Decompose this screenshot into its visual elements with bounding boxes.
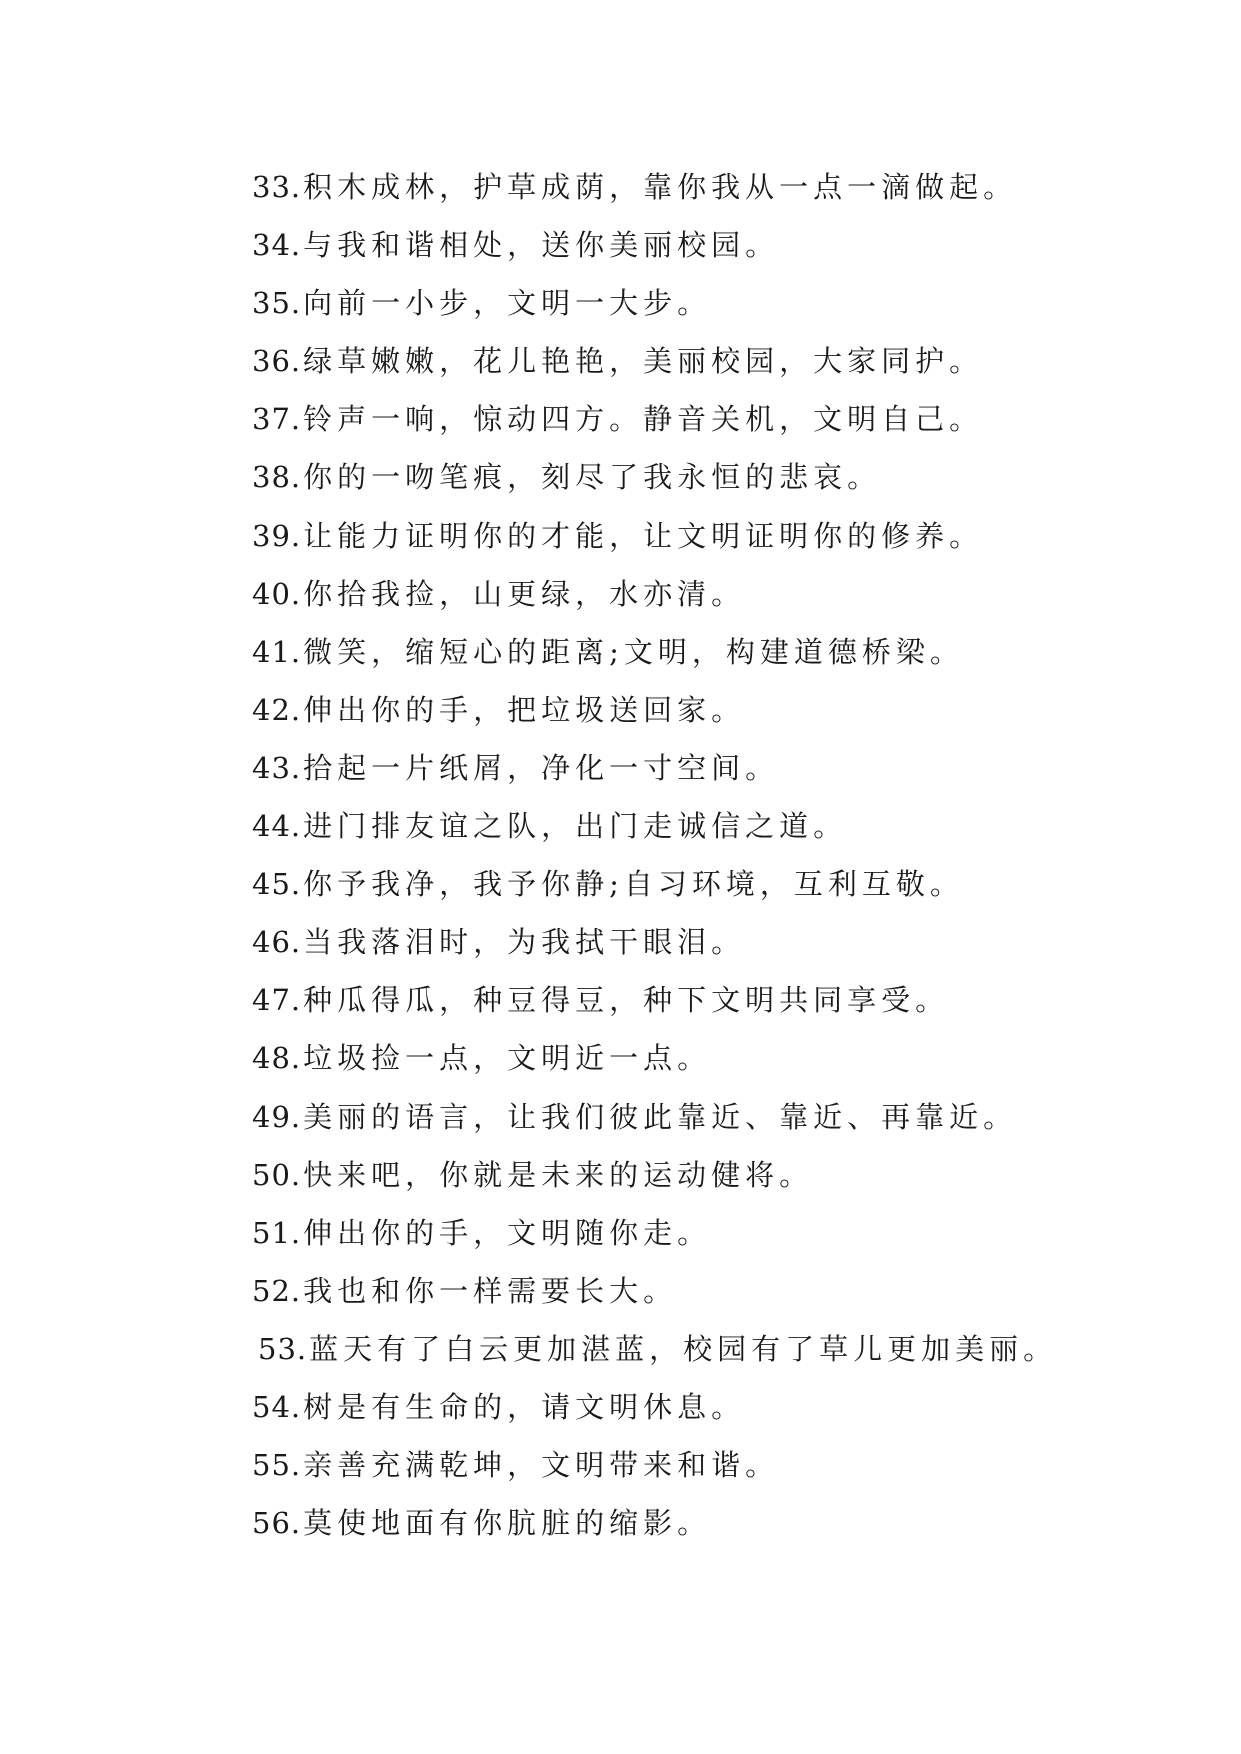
list-item [252, 797, 1057, 855]
item-number: 55. [252, 1448, 302, 1483]
item-number: 39. [252, 518, 302, 553]
list-item [252, 1436, 1057, 1494]
list-item [252, 1378, 1057, 1436]
item-number: 41. [252, 634, 302, 669]
item-text: 铃声一响，惊动四方。静音关机，文明自己。 [303, 402, 984, 437]
item-number: 38. [252, 460, 302, 495]
list-item [252, 1320, 1057, 1378]
item-text: 美丽的语言，让我们彼此靠近、靠近、再靠近。 [303, 1099, 1018, 1134]
item-text: 亲善充满乾坤，文明带来和谐。 [303, 1448, 780, 1483]
item-number: 49. [252, 1099, 302, 1134]
item-number: 50. [252, 1157, 302, 1192]
item-number: 56. [252, 1506, 302, 1541]
item-text: 伸出你的手，文明随你走。 [303, 1215, 712, 1250]
item-text: 快来吧，你就是未来的运动健将。 [303, 1157, 814, 1192]
list-item [252, 274, 1057, 332]
list-item [252, 1204, 1057, 1262]
item-text: 积木成林，护草成荫，靠你我从一点一滴做起。 [303, 170, 1018, 204]
item-number: 42. [252, 692, 302, 727]
item-number: 36. [252, 344, 302, 379]
item-number: 44. [252, 809, 302, 844]
list-item [252, 971, 1057, 1029]
item-text: 莫使地面有你肮脏的缩影。 [303, 1506, 712, 1541]
list-item [252, 1494, 1057, 1552]
item-number: 46. [252, 925, 302, 960]
list-item [252, 739, 1057, 797]
item-text: 伸出你的手，把垃圾送回家。 [303, 692, 746, 727]
item-number: 51. [252, 1215, 302, 1250]
item-number: 35. [252, 286, 302, 321]
item-number: 34. [252, 228, 302, 263]
item-text: 垃圾捡一点，文明近一点。 [303, 1041, 712, 1076]
item-text: 你予我净，我予你静;自习环境，互利互敬。 [303, 867, 964, 902]
list-item [252, 1262, 1057, 1320]
item-number: 48. [252, 1041, 302, 1076]
item-text: 让能力证明你的才能，让文明证明你的修养。 [303, 518, 984, 553]
item-text: 微笑，缩短心的距离;文明，构建道德桥梁。 [303, 634, 964, 669]
item-number: 45. [252, 867, 302, 902]
item-text: 绿草嫩嫩，花儿艳艳，美丽校园，大家同护。 [303, 344, 984, 379]
list-item [252, 1088, 1057, 1146]
item-text: 与我和谐相处，送你美丽校园。 [303, 228, 780, 263]
list-item [252, 216, 1057, 274]
list-item [252, 1029, 1057, 1087]
item-number: 43. [252, 750, 302, 785]
list-item [252, 507, 1057, 565]
item-number: 37. [252, 402, 302, 437]
list-item [252, 158, 1057, 216]
item-number: 52. [252, 1273, 302, 1308]
list-item [252, 681, 1057, 739]
item-number: 40. [252, 576, 302, 611]
item-text: 你的一吻笔痕，刻尽了我永恒的悲哀。 [303, 460, 882, 495]
item-text: 你拾我捡，山更绿，水亦清。 [303, 576, 746, 611]
list-item [252, 565, 1057, 623]
list-item [252, 390, 1057, 448]
item-text: 种瓜得瓜，种豆得豆，种下文明共同享受。 [303, 983, 950, 1018]
item-number: 54. [252, 1389, 302, 1424]
item-text: 蓝天有了白云更加湛蓝，校园有了草儿更加美丽。 [309, 1331, 1058, 1366]
item-text: 当我落泪时，为我拭干眼泪。 [303, 925, 746, 960]
list-item [252, 448, 1057, 506]
list-item [252, 332, 1057, 390]
item-text: 拾起一片纸屑，净化一寸空间。 [303, 750, 780, 785]
item-text: 我也和你一样需要长大。 [303, 1273, 678, 1308]
item-number: 53. [258, 1331, 308, 1366]
list-item [252, 1146, 1057, 1204]
slogan-list [252, 158, 1057, 1552]
list-item [252, 913, 1057, 971]
item-text: 向前一小步，文明一大步。 [303, 286, 712, 321]
list-item [252, 855, 1057, 913]
item-text: 树是有生命的，请文明休息。 [303, 1389, 746, 1424]
item-text: 进门排友谊之队，出门走诚信之道。 [303, 809, 848, 844]
list-item [252, 623, 1057, 681]
item-number: 33. [252, 170, 302, 204]
item-number: 47. [252, 983, 302, 1018]
